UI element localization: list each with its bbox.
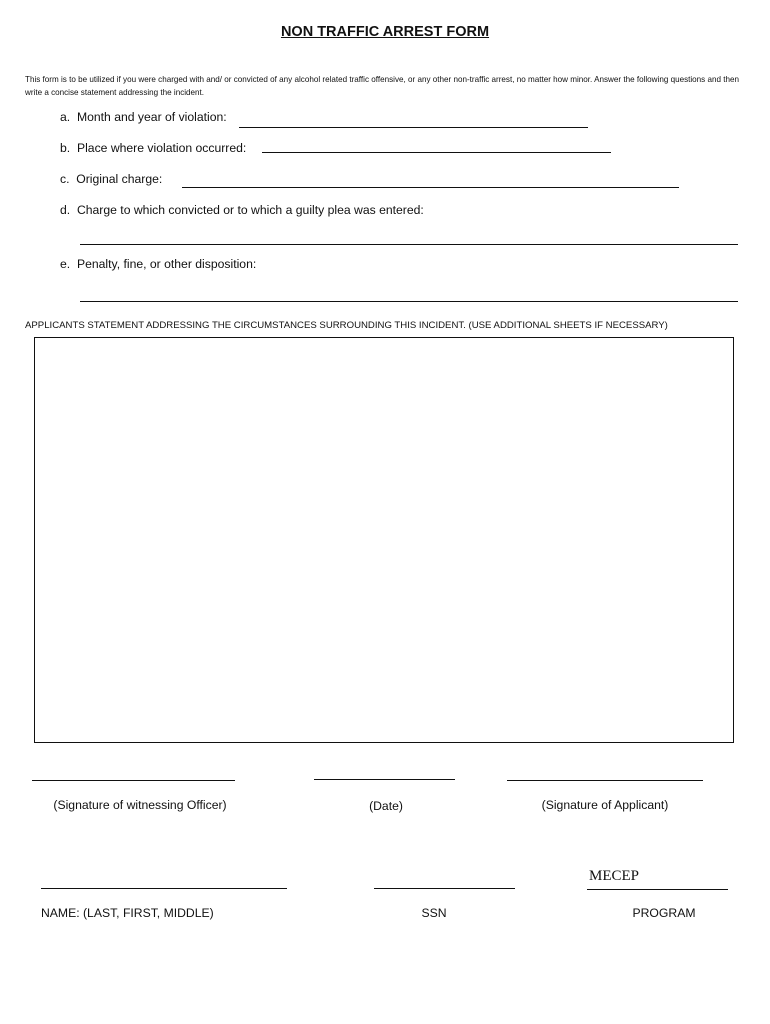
question-d-marker: d. [60,203,71,217]
statement-box[interactable] [34,337,734,743]
question-d [60,203,424,217]
applicant-signature-label: (Signature of Applicant) [541,798,669,812]
disposition-field[interactable] [80,301,738,302]
date-label: (Date) [369,799,403,813]
question-e [60,257,256,271]
question-b-label: Place where violation occurred: [76,141,247,155]
question-e-marker: e. [60,257,71,271]
date-line[interactable] [314,779,455,780]
officer-signature-line[interactable] [32,780,235,781]
question-d-label: Charge to which convicted or to which a guilty plea was entered: [76,203,424,217]
question-b-marker: b. [60,141,71,155]
convicted-charge-field[interactable] [80,244,738,245]
program-line[interactable] [587,889,728,890]
form-instructions: This form is to be utilized if you were charged with and/ or convicted of any alcohol related traffic offensive, or any other non-traffic arrest, no matter how minor. Answer the following questions and then write a concise statement addressing the incident. [25,75,739,97]
officer-signature-label: (Signature of witnessing Officer) [53,798,227,812]
question-b [60,141,246,155]
applicant-signature-line[interactable] [507,780,703,781]
ssn-label: SSN [421,906,447,920]
ssn-line[interactable] [374,888,515,889]
question-e-label: Penalty, fine, or other disposition: [76,257,257,271]
question-c [60,172,162,186]
program-label: PROGRAM [632,906,696,920]
name-label: NAME: (LAST, FIRST, MIDDLE) [41,906,214,920]
month-year-field[interactable] [239,127,588,128]
question-a-marker: a. [60,110,71,124]
question-a-label: Month and year of violation: [76,110,227,124]
question-c-marker: c. [60,172,70,186]
place-field[interactable] [262,152,611,153]
program-value: MECEP [589,868,640,884]
question-c-label: Original charge: [76,172,163,186]
statement-label: APPLICANTS STATEMENT ADDRESSING THE CIRCUMSTANCES SURROUNDING THIS INCIDENT. (USE ADDITIONAL SHEETS IF NECESSARY) [25,320,668,331]
name-line[interactable] [41,888,287,889]
question-a [60,110,227,124]
form-title: NON TRAFFIC ARREST FORM [280,24,490,40]
original-charge-field[interactable] [182,187,679,188]
